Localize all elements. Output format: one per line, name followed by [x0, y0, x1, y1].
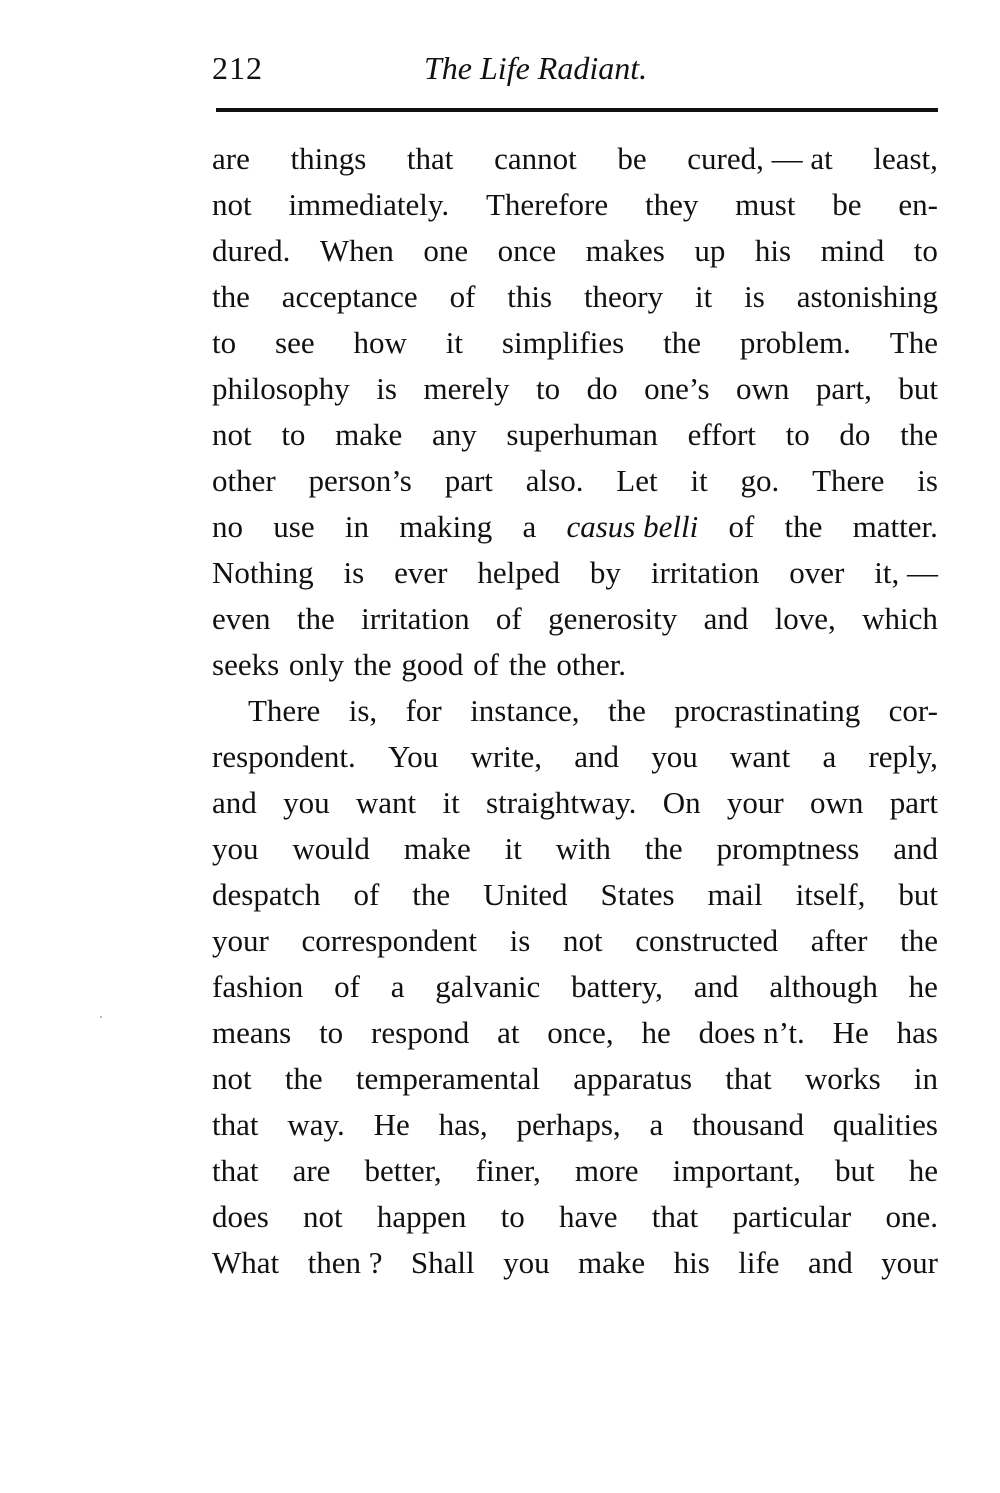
word: the [284, 1061, 323, 1096]
word: and [693, 969, 739, 1004]
word: irritation [650, 555, 760, 590]
word: have [558, 1199, 618, 1234]
word: constructed [635, 923, 779, 958]
word: is [917, 463, 938, 498]
text-line [212, 1010, 938, 1056]
word: you [283, 785, 330, 820]
word: important, [672, 1153, 801, 1188]
word: they [644, 187, 699, 222]
page-number: 212 [212, 50, 263, 86]
text-line [212, 550, 938, 596]
word: mind [820, 233, 885, 268]
word: United [483, 877, 568, 912]
word: once, [547, 1015, 614, 1050]
word: see [275, 325, 315, 360]
word: to [500, 1199, 525, 1234]
word: does [212, 1199, 269, 1234]
word: that [212, 1107, 259, 1142]
word: at [497, 1015, 520, 1050]
word: least, [873, 141, 938, 176]
word: is [343, 555, 365, 590]
word: it [695, 279, 713, 314]
word: things [290, 141, 367, 176]
word: one. [885, 1199, 938, 1234]
word: He [832, 1015, 869, 1050]
word: over [789, 555, 845, 590]
word: helped [477, 555, 561, 590]
word: particular [732, 1199, 852, 1234]
text-line [212, 504, 938, 550]
word: What [212, 1245, 280, 1280]
word: ever [394, 555, 448, 590]
text-line [212, 274, 938, 320]
word: better, [364, 1153, 442, 1188]
word: with [555, 831, 611, 866]
word: immediately. [288, 187, 450, 222]
word: to [319, 1015, 344, 1050]
word: once [497, 233, 557, 268]
word: makes [585, 233, 665, 268]
word: superhuman [506, 417, 658, 452]
word: philosophy [212, 371, 350, 406]
text-line [212, 1148, 938, 1194]
word: cured, — at [687, 141, 833, 176]
word: do [839, 417, 871, 452]
word: even [212, 601, 271, 636]
word: not [212, 417, 252, 452]
word: to [536, 371, 561, 406]
word: of [353, 877, 380, 912]
word: the [607, 693, 646, 728]
word: galvanic [435, 969, 541, 1004]
word: own [810, 785, 864, 820]
text-line [212, 136, 938, 182]
word: it, — [874, 555, 938, 590]
word: this [507, 279, 553, 314]
word: that [725, 1061, 772, 1096]
word: a [822, 739, 837, 774]
word: is [376, 371, 397, 406]
word: you [651, 739, 698, 774]
word: means [212, 1015, 292, 1050]
word: your [212, 923, 269, 958]
text-line [212, 182, 938, 228]
word: straightway. [486, 785, 637, 820]
text-line [212, 734, 938, 780]
word: also. [525, 463, 584, 498]
word: despatch [212, 877, 321, 912]
word: it [504, 831, 522, 866]
word: to [281, 417, 306, 452]
word: one [423, 233, 469, 268]
word: in [913, 1061, 938, 1096]
word: you [212, 831, 259, 866]
word: to [212, 325, 237, 360]
word: he [908, 1153, 938, 1188]
word: Therefore [485, 187, 609, 222]
text-line [212, 826, 938, 872]
text-line [212, 642, 938, 688]
word: and [893, 831, 938, 866]
word: not [562, 923, 603, 958]
word: his [754, 233, 792, 268]
word: reply, [868, 739, 938, 774]
word: make [403, 831, 471, 866]
text-line [212, 458, 938, 504]
text-line [212, 688, 938, 734]
word: the [784, 509, 823, 544]
word: happen [376, 1199, 467, 1234]
word: he [908, 969, 938, 1004]
text-line [212, 320, 938, 366]
word: Let [616, 463, 658, 498]
word: a [390, 969, 405, 1004]
word: seeks only the good of the other. [212, 647, 627, 682]
word: battery, [571, 969, 663, 1004]
word: your [881, 1245, 938, 1280]
word: making [399, 509, 493, 544]
word: that [406, 141, 454, 176]
word: cor- [888, 693, 938, 728]
word: Nothing [212, 555, 314, 590]
word: the [296, 601, 335, 636]
word: apparatus [573, 1061, 693, 1096]
word: go. [740, 463, 780, 498]
word: fashion [212, 969, 304, 1004]
running-title: The Life Radiant. [424, 50, 648, 86]
word: you [503, 1245, 550, 1280]
word: not [212, 187, 252, 222]
word: astonishing [796, 279, 938, 314]
word: the [900, 417, 938, 452]
word: qualities [832, 1107, 938, 1142]
word: write, [470, 739, 542, 774]
word: has [896, 1015, 938, 1050]
text-line [212, 412, 938, 458]
word: finer, [475, 1153, 541, 1188]
word: correspondent [301, 923, 478, 958]
word: are [212, 141, 250, 176]
word: and [574, 739, 619, 774]
italic-phrase: casus belli [566, 509, 699, 544]
word: by [589, 555, 621, 590]
text-line [212, 1056, 938, 1102]
word: respond [371, 1015, 470, 1050]
word: a [522, 509, 537, 544]
header-rule [216, 108, 938, 112]
word: There [248, 693, 321, 728]
body-text [212, 136, 938, 1286]
word: but [898, 877, 938, 912]
word: and [703, 601, 749, 636]
word: The [889, 325, 938, 360]
word: own [736, 371, 790, 406]
word: temperamental [355, 1061, 541, 1096]
word: up [694, 233, 726, 268]
word: no [212, 509, 243, 544]
word: and [212, 785, 257, 820]
word: how [353, 325, 407, 360]
word: irritation [361, 601, 470, 636]
word: his [673, 1245, 710, 1280]
word: in [344, 509, 369, 544]
word: not [212, 1061, 252, 1096]
word: to [913, 233, 938, 268]
word: There [812, 463, 885, 498]
word: part [444, 463, 493, 498]
word: thousand [692, 1107, 805, 1142]
word: that [651, 1199, 699, 1234]
word: be [832, 187, 862, 222]
word: itself, [795, 877, 866, 912]
word: of [449, 279, 476, 314]
word: love, [774, 601, 836, 636]
text-line [212, 1102, 938, 1148]
word: part, [815, 371, 872, 406]
word: When [319, 233, 394, 268]
word: would [292, 831, 370, 866]
scan-speck [100, 1016, 102, 1018]
word: the [644, 831, 683, 866]
word: want [355, 785, 417, 820]
word: of [728, 509, 755, 544]
word: merely [423, 371, 510, 406]
word: the [663, 325, 701, 360]
word: has, [438, 1107, 488, 1142]
word: does n’t. [698, 1015, 805, 1050]
word: effort [687, 417, 756, 452]
word: of [495, 601, 522, 636]
word: is, [348, 693, 378, 728]
word: You [388, 739, 439, 774]
word: are [292, 1153, 331, 1188]
word: dured. [212, 233, 291, 268]
word: States [600, 877, 675, 912]
word: On [662, 785, 701, 820]
word: person’s [308, 463, 412, 498]
text-line [212, 872, 938, 918]
word: but [898, 371, 938, 406]
text-line [212, 366, 938, 412]
word: mail [707, 877, 763, 912]
word [566, 504, 698, 550]
word: that [212, 1153, 259, 1188]
text-line [212, 596, 938, 642]
text-line [212, 1240, 938, 1286]
word: life [738, 1245, 780, 1280]
word: not [303, 1199, 343, 1234]
word: then ? [307, 1245, 383, 1280]
word: it [442, 785, 460, 820]
word: other [212, 463, 276, 498]
text-line [212, 918, 938, 964]
word: works [804, 1061, 881, 1096]
word: be [617, 141, 647, 176]
word: make [578, 1245, 646, 1280]
word: part [889, 785, 938, 820]
word: acceptance [281, 279, 418, 314]
word: your [726, 785, 784, 820]
word: but [835, 1153, 875, 1188]
word: theory [583, 279, 664, 314]
word: must [735, 187, 796, 222]
text-line [212, 780, 938, 826]
word: any [431, 417, 477, 452]
word: use [273, 509, 315, 544]
word: cannot [494, 141, 577, 176]
word: and [807, 1245, 853, 1280]
word: is [509, 923, 531, 958]
word: procrastinating [674, 693, 861, 728]
word: more [574, 1153, 639, 1188]
word: the [900, 923, 938, 958]
word: He [373, 1107, 410, 1142]
word: is [744, 279, 765, 314]
text-line [212, 1194, 938, 1240]
word: to [785, 417, 810, 452]
word: instance, [470, 693, 580, 728]
word: it [445, 325, 464, 360]
word: for [405, 693, 442, 728]
word: although [769, 969, 878, 1004]
word: the [412, 877, 451, 912]
word: simplifies [501, 325, 625, 360]
word: generosity [548, 601, 678, 636]
word: promptness [716, 831, 860, 866]
word: do [586, 371, 618, 406]
word: make [335, 417, 403, 452]
word: problem. [739, 325, 851, 360]
word: he [641, 1015, 671, 1050]
word: which [862, 601, 938, 636]
word: want [729, 739, 791, 774]
word: matter. [852, 509, 938, 544]
text-line [212, 228, 938, 274]
word: it [690, 463, 708, 498]
word: en- [898, 187, 938, 222]
word: one’s [644, 371, 710, 406]
word: way. [287, 1107, 345, 1142]
word: after [810, 923, 868, 958]
word: a [649, 1107, 664, 1142]
word: the [212, 279, 250, 314]
word: perhaps, [516, 1107, 621, 1142]
text-line [212, 964, 938, 1010]
word: of [334, 969, 360, 1004]
word: respondent. [212, 739, 356, 774]
word: Shall [410, 1245, 475, 1280]
